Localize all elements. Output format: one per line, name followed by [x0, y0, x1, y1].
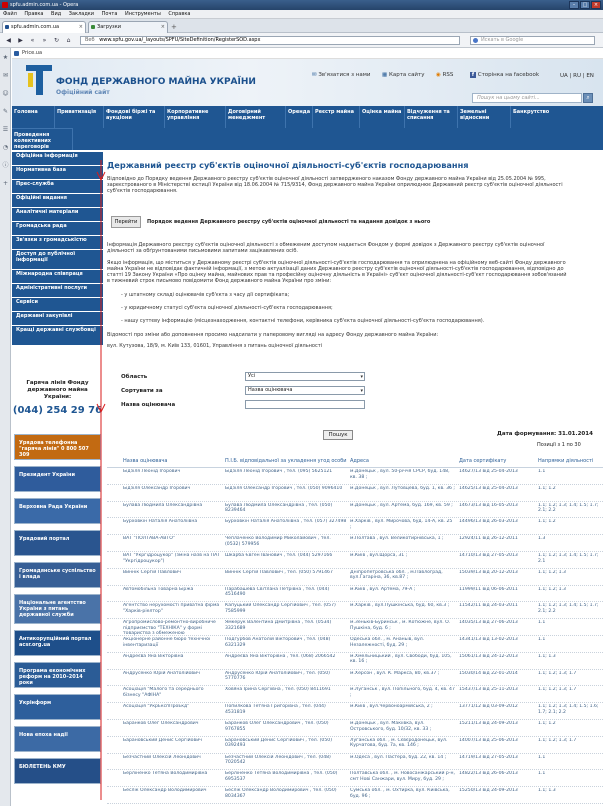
- cell-appraiser[interactable]: Бідзіля Олександр Ігорович: [123, 485, 191, 491]
- menu-edit[interactable]: Правка: [24, 11, 44, 17]
- back-icon[interactable]: ◀: [6, 37, 11, 44]
- position-range: Позиції з 1 по 30: [537, 442, 581, 448]
- cell-person: Андрусенко Юрій Анатолійович , тел. (050) 5770776: [225, 670, 330, 682]
- nav-valuation[interactable]: Оцінка майна: [360, 106, 405, 128]
- appraiser-name-input[interactable]: [245, 400, 365, 409]
- table-row: [107, 552, 603, 569]
- cell-address: Сумська обл. , м. Охтирка, вул. Київська, буд. 96 ;: [350, 788, 450, 799]
- site-header: [12, 59, 603, 106]
- cell-cert-date: 15211/13 від 24-09-2013: [459, 721, 518, 726]
- cell-address: м.Хмельницький , вул. Свободи, буд. 105, кв. 16 ;: [350, 653, 452, 665]
- banner-ukrinform[interactable]: Укрінформ: [14, 694, 101, 720]
- cell-cert-date: 14496/13 від 26-03-2013: [459, 519, 518, 525]
- cell-person: Попилкова Тетяна Григорівна , тел. (044) 4531819: [225, 704, 326, 715]
- side-panel: [0, 48, 11, 806]
- table-row: [107, 787, 603, 804]
- hotline-label: Гаряча лінія Фонду державного майна України:: [26, 380, 89, 400]
- table-row: [107, 636, 603, 653]
- table-row: [107, 619, 603, 636]
- address-line: вул. Кутузова, 18/9, м. Київ 133, 01601, Управління з питань оціночної діяльності: [107, 343, 323, 349]
- add-panel-icon[interactable]: +: [2, 180, 9, 187]
- changes-paragraph: Якщо інформація, що міститься у Державному реєстрі суб'єктів оціночної діяльності-суб'єктів господарювання та оприлюднена на офіційному веб-сайті Фонду державного майна України не відповідає фактичній інформації, з метою актуалізації даних Державного реєстру суб'єктів оціночної діяльності-суб'єктів господарювання, відповідно до статті 19 Закону України «Про оцінку майна, майнових прав та професійну оціночну діяльність в Україні» суб'єкт оціночної діяльності-суб'єкт господарювання зобов'язаний в тижневий строк письмово повідомити Фонд державного майна України про зміни:: [107, 260, 567, 284]
- cell-appraiser[interactable]: Берліненко Тетяна Володимирівна: [123, 771, 208, 777]
- lm-press[interactable]: Прес-служба: [12, 180, 103, 194]
- formation-date: Дата формування: 31.01.2014: [497, 431, 593, 437]
- cell-activities: 1.1; 1.2: [538, 519, 556, 525]
- table-row: [107, 602, 603, 619]
- search-button[interactable]: Пошук: [323, 430, 353, 440]
- cell-appraiser[interactable]: ВАТ "Укргідроцукор" (зміна назв на ПАТ "Укргідроцукор"): [123, 553, 221, 564]
- cell-person: Парабашева Світлана Петрівна , тел. (044) 4516490: [225, 586, 330, 598]
- main-navigation: [12, 106, 603, 150]
- url-prefix: Веб: [85, 37, 95, 43]
- cell-activities: 1.1; 1.2; 1.3; 1.7: [538, 737, 577, 743]
- cell-cert-date: 14007/13 від 25-06-2013: [459, 737, 518, 743]
- tab-label: spfu.admin.com.ua: [11, 24, 60, 30]
- cell-person: Берліненко Тетяна Володимирівна , тел. (050) 6953537: [225, 771, 338, 782]
- cell-appraiser[interactable]: Асоціація "Малого та середнього бізнесу "АФІНА": [123, 687, 204, 698]
- cell-person: Виннік Сергій Павлович , тел. (050) 5791467: [225, 569, 333, 575]
- list-item: - у юридичному статусі суб'єкта оціночної діяльності-суб'єкта господарювання;: [121, 305, 333, 311]
- cell-person: Ямкерук Валентина Дмитрівна , тел. (0534) 3321689: [225, 620, 332, 631]
- info-paragraph: Інформація Державного реєстру суб'єктів оціночної діяльності з обмеженим доступом надається Фондом у формі довідок з Державного реєстру суб'єктів оціночної діяльності за обґрунтованими письмовими запитами зацікавлених осіб.: [107, 242, 545, 254]
- menu-tools[interactable]: Инструменты: [125, 11, 161, 17]
- cell-cert-date: 15061/13 від 24-12-2013: [459, 653, 518, 659]
- banner-gov-portal[interactable]: Урядовий портал: [14, 530, 101, 556]
- cell-activities: 1.1: [538, 637, 546, 642]
- cell-appraiser[interactable]: ВАТ "ПОЛТАВА-АВТО": [123, 536, 175, 542]
- price-favicon: [14, 51, 19, 56]
- cell-activities: 1.1; 1.2: [538, 721, 556, 726]
- notes-panel-icon[interactable]: ✎: [2, 108, 9, 115]
- list-item: - нашу суттєву інформацію (місцезнаходження, контактні телефони, керівника суб'єкта оціночної діяльності-суб'єкта господарювання).: [121, 318, 485, 324]
- col-cert-date: Дата сертифікату: [459, 458, 507, 464]
- col-person: П.І.Б. відповідальної за укладення угод особи: [225, 458, 347, 464]
- main-content: [107, 152, 603, 806]
- contact-link[interactable]: ✉ Зв'язатися з нами: [312, 72, 371, 78]
- maximize-button[interactable]: □: [580, 1, 590, 9]
- banner-anticorruption[interactable]: Антикорупційний портал acsr.org.ua: [14, 630, 101, 656]
- nav-land[interactable]: Земельні відносини: [458, 106, 511, 128]
- chevron-down-icon: ▾: [360, 388, 363, 394]
- cell-activities: 1.3: [538, 536, 546, 542]
- search-placeholder: Искать в Google: [481, 37, 524, 43]
- cell-person: Булава Людмила Олександрівна , тел. (050) 8239464: [225, 502, 333, 514]
- mail-icon: ✉: [312, 72, 319, 78]
- site-favicon: [5, 25, 9, 29]
- fast-forward-icon[interactable]: »: [42, 37, 47, 44]
- nav-corporate[interactable]: Корпоративне управління: [165, 106, 226, 128]
- banner-kmu-bulletin[interactable]: БЮЛЕТЕНЬ КМУ: [14, 758, 101, 784]
- contacts-panel-icon[interactable]: ☺: [2, 90, 9, 97]
- cell-person: Чеплаченко Володимир Миколайович , тел. (0532) 579956: [225, 536, 331, 547]
- reload-icon[interactable]: ↻: [53, 37, 60, 44]
- banner-new-era[interactable]: Нова епоха надії: [14, 726, 101, 752]
- url-text: www.spfu.gov.ua/_layouts/SPFU/SiteDefinition/RegisterSOD.aspx: [99, 37, 261, 43]
- lm-public-relations[interactable]: Зв'язки з громадськістю: [12, 236, 103, 250]
- cell-person: Баранков Олег Олександрович , тел. (050) 9767855: [225, 721, 329, 732]
- site-title[interactable]: ФОНД ДЕРЖАВНОГО МАЙНА УКРАЇНИ: [56, 77, 256, 87]
- cell-activities: 1.1; 1.2; 1.3; 1.4; 1.5; 1.7; 2.1; 2.2: [538, 603, 599, 614]
- window-controls: [569, 1, 601, 9]
- rss-icon: ◉: [436, 72, 443, 78]
- menu-bar: [0, 10, 603, 19]
- cell-address: м.Луганськ , вул. Попільного, буд. 4, кв. 47 ;: [350, 687, 455, 698]
- download-icon: [91, 25, 95, 29]
- table-row: [107, 485, 603, 502]
- cell-appraiser[interactable]: Безчастний Олексій Леонідович: [123, 754, 201, 760]
- cell-person: Бурховкін Наталія Анатоліївна , тел. (057) 327498: [225, 519, 347, 525]
- cell-address: м.Херсон , вул. К. Маркса, 80, кв.37 ;: [350, 670, 440, 676]
- tab-close-icon[interactable]: ×: [78, 24, 83, 30]
- nav-lease[interactable]: Оренда: [286, 106, 313, 128]
- chat-panel-icon[interactable]: ☰: [2, 126, 9, 133]
- nav-alienation[interactable]: Відчуження та списання: [405, 106, 458, 128]
- table-row: [107, 468, 603, 485]
- table-header: [107, 456, 603, 468]
- table-row: [107, 502, 603, 519]
- tab-downloads[interactable]: [88, 21, 168, 33]
- cell-activities: 1.1: [538, 469, 546, 474]
- cell-appraiser[interactable]: Баранков Олег Олександрович: [123, 721, 199, 726]
- lm-procurement[interactable]: Державні закупівлі: [12, 312, 103, 326]
- cell-activities: 1.1: [538, 620, 546, 626]
- nav-exchanges[interactable]: Фондові біржі та аукціони: [104, 106, 165, 128]
- site-search-input[interactable]: Пошук на цьому сайті...: [472, 93, 582, 103]
- cell-person: Бідзіля Леонід Ігорович , тел. (095) 5625121: [225, 469, 333, 474]
- rss-link[interactable]: ◉ RSS: [436, 72, 454, 78]
- cell-cert-date: 13771/12 від 03-09-2012: [459, 704, 518, 710]
- bookmarks-panel-icon[interactable]: ★: [2, 54, 9, 61]
- cell-person: Бідзіля Олександр Ігорович , тел. (050) 9096410: [225, 485, 343, 491]
- page-title: Державний реєстр суб'єктів оціночної діяльності-суб'єктів господарювання: [107, 160, 469, 170]
- cell-person: Капуцький Олександр Сергійович , тел. (057) 7585999: [225, 603, 336, 614]
- cell-address: м.Харків , вул.Пушкінська, буд. 60, кв.3 ;: [350, 603, 450, 609]
- intro-paragraph: Відповідно до Порядку ведення Державного реєстру суб'єктів оціночної діяльності затвердженого наказом Фонду державного майна України від 25.05.2004 № 995, зареєстрованого в Міністерстві юстиції України від 18.06.2004 № 715/9314, Фонд державного майна України оприлюднює Державний реєстр суб'єктів оціночної діяльності суб'єктів господарювання.: [107, 176, 563, 194]
- lm-official-info[interactable]: Офіційна інформація: [12, 152, 103, 166]
- cell-appraiser[interactable]: Агентство нерухомості приватна фірма "Харків-ріелтор": [123, 603, 220, 614]
- cell-appraiser[interactable]: Акціонерне районне бюро технічної інвентаризації: [123, 637, 211, 648]
- menu-view[interactable]: Вид: [51, 11, 62, 17]
- cell-address: м.Харків , вул. Мирочова, буд. 14-А, кв. 25 ;: [350, 519, 453, 530]
- cell-person: Безчастний Олексій Леонідович , тел. (048) 7020542: [225, 754, 331, 766]
- menu-help[interactable]: Справка: [168, 11, 191, 17]
- new-tab-button[interactable]: +: [171, 23, 177, 31]
- cell-address: м.Київ , вул.Щорса, 31 ;: [350, 553, 408, 558]
- nav-property-register[interactable]: Реєстр майна: [313, 106, 360, 128]
- menu-file[interactable]: Файл: [3, 11, 17, 17]
- cell-appraiser[interactable]: Булава Людмила Олександрівна: [123, 502, 203, 508]
- cell-address: м.Київ , вул.Червоноармійська, 2 ;: [350, 704, 433, 710]
- nav-home[interactable]: Головна: [12, 106, 55, 128]
- col-appraiser[interactable]: Назва оцінювача: [123, 458, 168, 464]
- cell-cert-date: 14625/13 від 25-04-2013: [459, 485, 518, 491]
- registry-table-body: [107, 468, 603, 806]
- go-button[interactable]: Перейти: [111, 216, 141, 228]
- cell-cert-date: 15030/14 від 22-01-2014: [459, 670, 518, 676]
- site-search-button[interactable]: [583, 93, 593, 103]
- tab-close-icon[interactable]: ×: [160, 24, 165, 30]
- cell-cert-date: 11999/11 від 06-06-2011: [459, 586, 518, 592]
- cell-activities: 1.1; 1.2; 1.3; 1.7: [538, 687, 577, 693]
- minimize-button[interactable]: –: [569, 1, 579, 9]
- tab-spfu[interactable]: [2, 21, 86, 33]
- rewind-icon[interactable]: «: [30, 37, 35, 44]
- cell-address: Дніпропетровська обл. , м.Павлоград, вул.Гагаріна, 36, кв.87 ;: [350, 569, 443, 581]
- lm-publications[interactable]: Офіційні видання: [12, 194, 103, 208]
- lm-services[interactable]: Сервіси: [12, 298, 103, 312]
- cell-cert-date: 15039/13 від 20-12-2013: [459, 569, 518, 575]
- cell-address: м.Полтава , вул. Великотирнівська, 1 ;: [350, 536, 444, 542]
- cell-activities: 1.1; 1.2: [538, 485, 556, 491]
- cell-activities: 1.1; 1.3: [538, 788, 556, 794]
- cell-address: Одеська обл. , м. Ананьїв, вул. Незалежності, буд. 29 ;: [350, 637, 425, 648]
- cell-appraiser[interactable]: Беслік Олександр Володимирович: [123, 788, 207, 794]
- cell-address: м.Донецьк , вул. Артема, буд. 169, кв. 59 ;: [350, 502, 453, 508]
- facebook-link[interactable]: f Сторінка на facebook: [471, 72, 540, 78]
- google-icon: [473, 38, 478, 43]
- table-row: [107, 653, 603, 670]
- cell-activities: 1.1: [538, 771, 546, 777]
- procedure-link-label: Порядок ведення Державного реєстру суб'єктів оціночної діяльності та надання довідок з нього: [147, 219, 431, 225]
- lm-analytics[interactable]: Аналітичні матеріали: [12, 208, 103, 222]
- cell-appraiser[interactable]: Бурховкін Наталія Анатоліївна: [123, 519, 198, 525]
- cell-address: м.Київ , вул. Артема, 79-А ;: [350, 586, 416, 592]
- cell-cert-date: 14710/13 від 27-05-2013: [459, 553, 518, 558]
- nav-collective-negotiations[interactable]: Проведення колективних переговорів: [12, 128, 73, 150]
- lm-best-servants[interactable]: Кращі державні службовці: [12, 326, 103, 346]
- cell-appraiser[interactable]: Асоціація "УкрЕкспПроЕкд": [123, 704, 190, 710]
- title-bar: [0, 0, 603, 10]
- list-item: - у штатному складі оцінювачів суб'єкта з часу дії сертифіката;: [121, 292, 290, 298]
- cell-activities: 1.1: [538, 754, 546, 760]
- cell-person: Ховяна Ірина Сергіївна , тел. (050) 8411691: [225, 687, 331, 693]
- cell-activities: 1.1; 1.3: [538, 653, 556, 659]
- lm-public-info-access[interactable]: Доступ до публічної інформації: [12, 250, 103, 270]
- tab-bar: [0, 19, 603, 33]
- cell-address: м.Одеса , вул. Пастера, буд. 22, кв. 14 ;: [350, 754, 447, 760]
- cell-activities: 1.1; 1.2; 1.3: [538, 586, 566, 592]
- sort-select[interactable]: Назва оцінювача ▾: [245, 386, 365, 395]
- cell-activities: 1.1; 1.2; 1.3; 1.4; 1.5; 1.7; 2.1; 2.2: [538, 502, 599, 514]
- web-page: [12, 48, 603, 806]
- cell-activities: 1.1; 1.2; 1.3; 1.7: [538, 670, 577, 676]
- col-activities: Напрямки діяльності: [538, 458, 594, 464]
- home-icon[interactable]: ⌂: [66, 37, 71, 44]
- bookmark-price-ua[interactable]: Price.ua: [22, 50, 43, 56]
- facebook-icon: f: [471, 72, 475, 78]
- lm-admin-services[interactable]: Адміністративні послуги: [12, 284, 103, 298]
- search-icon: ⌕: [586, 94, 590, 101]
- cell-cert-date: 12924/11 від 26-12-2011: [459, 536, 518, 542]
- forward-icon[interactable]: ▶: [18, 37, 23, 44]
- table-row: [107, 770, 603, 787]
- banner-president[interactable]: Президент України: [14, 466, 101, 492]
- table-row: [107, 703, 603, 720]
- cell-appraiser[interactable]: Автомобільна Товарна Біржа: [123, 586, 194, 592]
- table-row: [107, 737, 603, 754]
- cell-cert-date: 14035/13 від 27-06-2013: [459, 620, 518, 626]
- url-field[interactable]: [80, 36, 460, 45]
- nav-contract-management[interactable]: Договірний менеджмент: [226, 106, 286, 128]
- cell-address: Луганська обл. , м. Сєвєродонецьк, вул. Курчатова, буд. 7а, кв. 146 ;: [350, 737, 448, 749]
- banner-column: [12, 434, 103, 806]
- language-switcher[interactable]: UA | RU | EN: [560, 73, 594, 79]
- lm-public-council[interactable]: Громадська рада: [12, 222, 103, 236]
- sitemap-link[interactable]: ▦ Карта сайту: [382, 72, 425, 78]
- banner-reforms[interactable]: Програма економічних реформ на 2010–2014 роки: [14, 662, 101, 688]
- cell-person: Подгурбов Анатолій Вікторович , тел. (048) 6321329: [225, 637, 331, 648]
- browser-search-field[interactable]: [470, 36, 595, 45]
- cell-appraiser[interactable]: Агропромислово-ремонтно-виробниче підприємство "ТЕХНІКА" у формі товариства з обмеженою: [123, 620, 216, 635]
- cell-appraiser[interactable]: Барановський Денис Сергійович: [123, 737, 202, 743]
- banner-civil-society[interactable]: Громадянське суспільство і влада: [14, 562, 101, 588]
- sitemap-icon: ▦: [382, 72, 389, 78]
- table-row: [107, 535, 603, 552]
- banner-civil-service-agency[interactable]: Національне агентство України з питань державної служби: [14, 594, 101, 624]
- cell-address: м.Зеньків-Буринськ , м. Котюжне, вул. О. Пушкіна, буд. 6 ;: [350, 620, 451, 631]
- send-paragraph: Відомості про зміни або доповнення просимо надсилати у паперовому вигляді на адресу Фонду державного майна України:: [107, 332, 439, 338]
- banner-rada[interactable]: Верховна Рада України: [14, 498, 101, 524]
- lm-international[interactable]: Міжнародна співпраця: [12, 270, 103, 284]
- table-row: [107, 670, 603, 687]
- cell-address: м.Донецьк , вул. 50-річчя СРСР, буд. 148, кв. 38 ;: [350, 469, 450, 480]
- table-row: [107, 586, 603, 603]
- cell-activities: 1.1; 1.2; 1.3; 1.4; 1.5; 1.6; 1.7; 2.1; 2.2: [538, 704, 599, 715]
- nav-privatization[interactable]: Приватизація: [55, 106, 104, 128]
- cell-appraiser[interactable]: Бідзіля Леонід Ігорович: [123, 469, 181, 474]
- cell-address: Полтавська обл. , м. Новосанжарський р-н, смт Нові Санжари, вул. Миру, буд. 29 ;: [350, 771, 455, 782]
- cell-person: Барановський Денис Сергійович , тел. (050) 0392493: [225, 737, 332, 749]
- hotline-phone: (044) 254 29 76: [12, 405, 103, 416]
- cell-person: Шкарба Євген Іванович , тел. (044) 5297166: [225, 553, 333, 558]
- cell-activities: 1.1; 1.2; 1.3; 1.4; 1.5; 1.7; 2.1: [538, 553, 599, 564]
- cell-appraiser[interactable]: Андреєва Яна Вікторівна: [123, 653, 184, 659]
- window-title: spfu.admin.com.ua - Opera: [10, 2, 79, 8]
- col-address: Адреса: [350, 458, 369, 464]
- table-row: [107, 720, 603, 737]
- opera-icon: [2, 2, 8, 8]
- region-select[interactable]: Усі ▾: [245, 372, 365, 381]
- cell-cert-date: 14719/13 від 27-05-2013: [459, 754, 518, 760]
- fdmu-logo[interactable]: [26, 65, 52, 95]
- cell-activities: 1.1; 1.2; 1.3: [538, 569, 566, 575]
- close-button[interactable]: ×: [591, 1, 601, 9]
- menu-mail[interactable]: Почта: [101, 11, 118, 17]
- info-panel-icon[interactable]: ⓘ: [2, 162, 9, 169]
- tab-label: Загрузки: [97, 24, 121, 30]
- appraiser-name-label: Назва оцінювача: [121, 402, 176, 408]
- cell-appraiser[interactable]: Андрусенко Юрій Анатолійович: [123, 670, 200, 676]
- banner-hotline[interactable]: Урядова телефонна "гаряча лінія" 0 800 507 309: [14, 434, 101, 460]
- cell-person: Беслік Олександр Володимирович , тел. (050) 8034367: [225, 788, 337, 799]
- address-bar-row: [0, 33, 603, 48]
- site-subtitle: Офіційний сайт: [56, 89, 110, 96]
- cell-cert-date: 14627/13 від 25-04-2013: [459, 469, 518, 474]
- mail-panel-icon[interactable]: ✉: [2, 72, 9, 79]
- history-panel-icon[interactable]: ◔: [2, 144, 9, 151]
- region-label: Область: [121, 374, 148, 380]
- cell-address: м.Донецьк , вул. Макіївка, вул. Островського, буд. 10/32, кв. 33 ;: [350, 721, 432, 732]
- chevron-down-icon: ▾: [360, 374, 363, 380]
- bookmark-strip: [12, 48, 603, 59]
- cell-cert-date: 15437/13 від 25-11-2013: [459, 687, 518, 693]
- cell-appraiser[interactable]: Виннік Сергій Павлович: [123, 569, 181, 575]
- table-row: [107, 754, 603, 771]
- table-row: [107, 686, 603, 703]
- table-row: [107, 569, 603, 586]
- lm-legal-base[interactable]: Нормативна база: [12, 166, 103, 180]
- cell-cert-date: 14673/13 від 16-05-2013: [459, 502, 518, 508]
- cell-cert-date: 14341/13 від 13-02-2013: [459, 637, 518, 642]
- cell-address: м.Донецьк , вул. Лутовцева, буд. 1, кв. 36 ;: [350, 485, 455, 491]
- table-row: [107, 518, 603, 535]
- sort-label: Сортувати за: [121, 388, 163, 394]
- nav-bankruptcy[interactable]: Банкрутство: [513, 109, 550, 115]
- cell-cert-date: 14822/13 від 26-06-2013: [459, 771, 518, 777]
- cell-person: Андреєва Яна Вікторівна , тел. (068) 2066542: [225, 653, 336, 659]
- cell-cert-date: 15250/13 від 24-09-2013: [459, 788, 518, 794]
- menu-bookmarks[interactable]: Закладки: [68, 11, 95, 17]
- cell-cert-date: 11542/11 від 24-03-2011: [459, 603, 518, 609]
